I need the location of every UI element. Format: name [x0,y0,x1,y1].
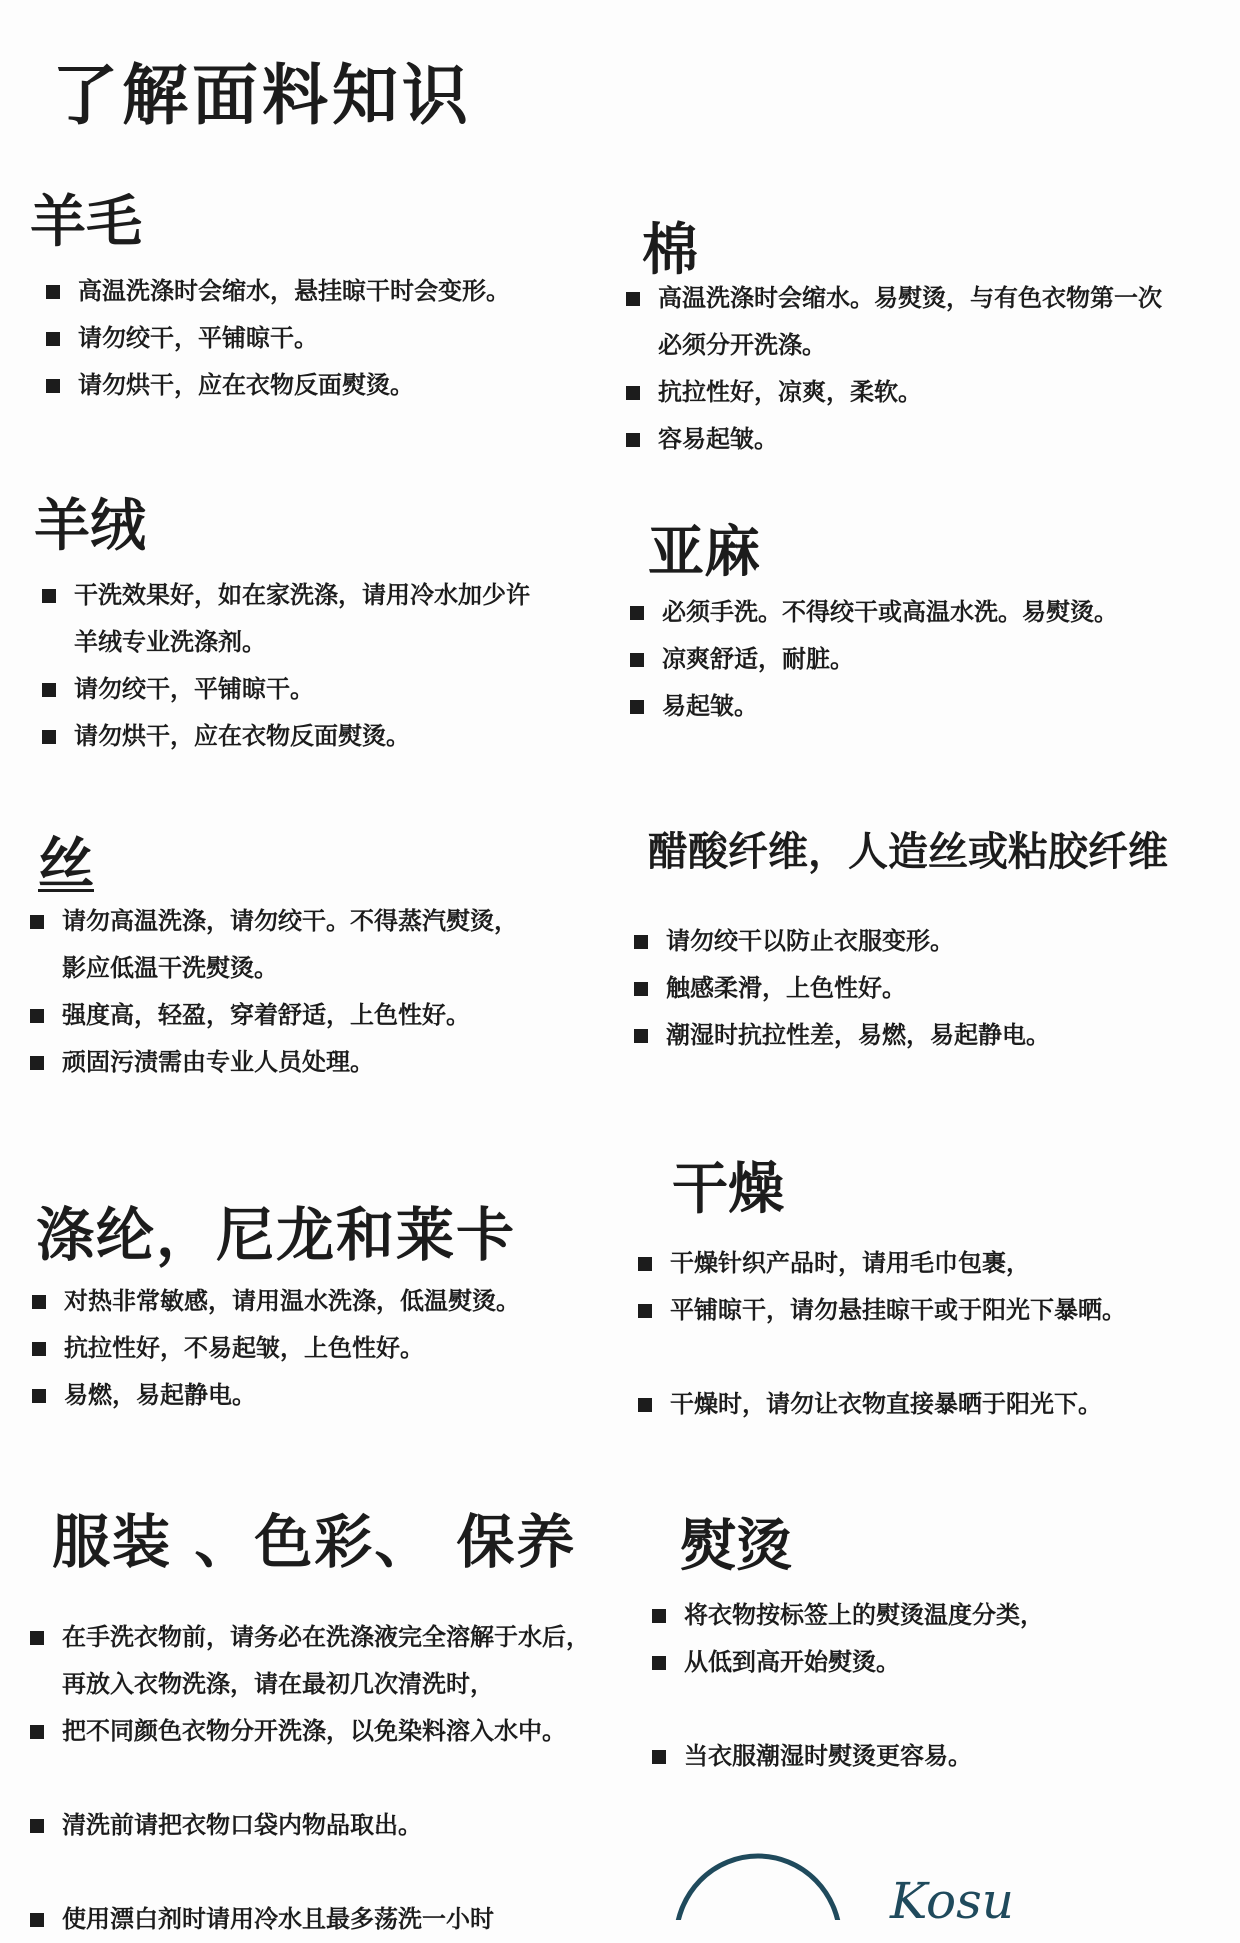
list-item: 使用漂白剂时请用冷水且最多荡洗一小时 [26,1896,590,1943]
list-item-continuation: 羊绒专业洗涤剂。 [74,628,266,656]
list-item: 在手洗衣物前，请务必在洗涤液完全溶解于水后， [26,1614,590,1661]
list-item: 潮湿时抗拉性差，易燃，易起静电。 [630,1012,1050,1059]
list-drying [634,1240,1126,1428]
list-silk [26,898,518,1086]
list-item: 容易起皱。 [622,416,1162,463]
heading-silk: 丝 [38,832,94,897]
list-item: 请勿烘干，应在衣物反面熨烫。 [38,713,530,760]
logo-text: Kosu [890,1872,1014,1920]
list-item: 对热非常敏感，请用温水洗涤，低温熨烫。 [28,1278,520,1325]
list-care [26,1614,590,1943]
list-cashmere [38,572,530,760]
list-polyester [28,1278,520,1419]
brand-logo [672,1850,1072,1920]
list-item: 干燥针织产品时，请用毛巾包裹， [634,1240,1126,1287]
heading-polyester: 涤纶，尼龙和莱卡 [36,1201,517,1269]
list-item [26,1661,590,1708]
heading-drying: 干燥 [672,1157,784,1222]
list-item: 干洗效果好，如在家洗涤，请用冷水加少许 [38,572,530,619]
list-linen [626,589,1118,730]
list-item-continuation: 再放入衣物洗涤，请在最初几次清洗时， [62,1670,494,1698]
list-item: 强度高，轻盈，穿着舒适，上色性好。 [26,992,518,1039]
list-item: 清洗前请把衣物口袋内物品取出。 [26,1802,590,1849]
list-item: 平铺晾干，请勿悬挂晾干或于阳光下暴晒。 [634,1287,1126,1334]
list-ironing [648,1592,1044,1780]
list-item: 请勿绞干，平铺晾干。 [42,315,510,362]
list-item: 干燥时，请勿让衣物直接暴晒于阳光下。 [634,1381,1126,1428]
list-item: 请勿绞干，平铺晾干。 [38,666,530,713]
list-item: 请勿绞干以防止衣服变形。 [630,918,1050,965]
list-item: 高温洗涤时会缩水。易熨烫，与有色衣物第一次 [622,275,1162,322]
list-item: 将衣物按标签上的熨烫温度分类， [648,1592,1044,1639]
list-item-continuation: 必须分开洗涤。 [658,331,826,359]
list-item: 把不同颜色衣物分开洗涤，以免染料溶入水中。 [26,1708,590,1755]
list-wool [42,268,510,409]
heading-ironing: 熨烫 [680,1514,792,1579]
logo-mark-icon [672,1850,1072,1920]
list-cotton [622,275,1162,463]
list-item: 凉爽舒适，耐脏。 [626,636,1118,683]
list-item: 触感柔滑，上色性好。 [630,965,1050,1012]
list-item-continuation: 影应低温干洗熨烫。 [62,954,278,982]
list-item: 抗拉性好，不易起皱，上色性好。 [28,1325,520,1372]
list-item: 抗拉性好，凉爽，柔软。 [622,369,1162,416]
list-item: 从低到高开始熨烫。 [648,1639,1044,1686]
list-item: 易起皱。 [626,683,1118,730]
list-item: 易燃，易起静电。 [28,1372,520,1419]
list-item: 高温洗涤时会缩水，悬挂晾干时会变形。 [42,268,510,315]
heading-acetate: 醋酸纤维，人造丝或粘胶纤维 [648,829,1168,875]
heading-cotton: 棉 [642,218,698,283]
list-item: 顽固污渍需由专业人员处理。 [26,1039,518,1086]
heading-linen: 亚麻 [648,520,760,585]
heading-cashmere: 羊绒 [34,494,146,559]
list-acetate [630,918,1050,1059]
list-item [38,619,530,666]
list-item: 请勿烘干，应在衣物反面熨烫。 [42,362,510,409]
list-item: 当衣服潮湿时熨烫更容易。 [648,1733,1044,1780]
heading-care: 服装 、色彩、 保养 [52,1508,577,1576]
heading-wool: 羊毛 [30,190,142,255]
page-title: 了解面料知识 [52,57,472,134]
list-item: 请勿高温洗涤，请勿绞干。不得蒸汽熨烫， [26,898,518,945]
list-item [26,945,518,992]
list-item [622,322,1162,369]
list-item: 必须手洗。不得绞干或高温水洗。易熨烫。 [626,589,1118,636]
